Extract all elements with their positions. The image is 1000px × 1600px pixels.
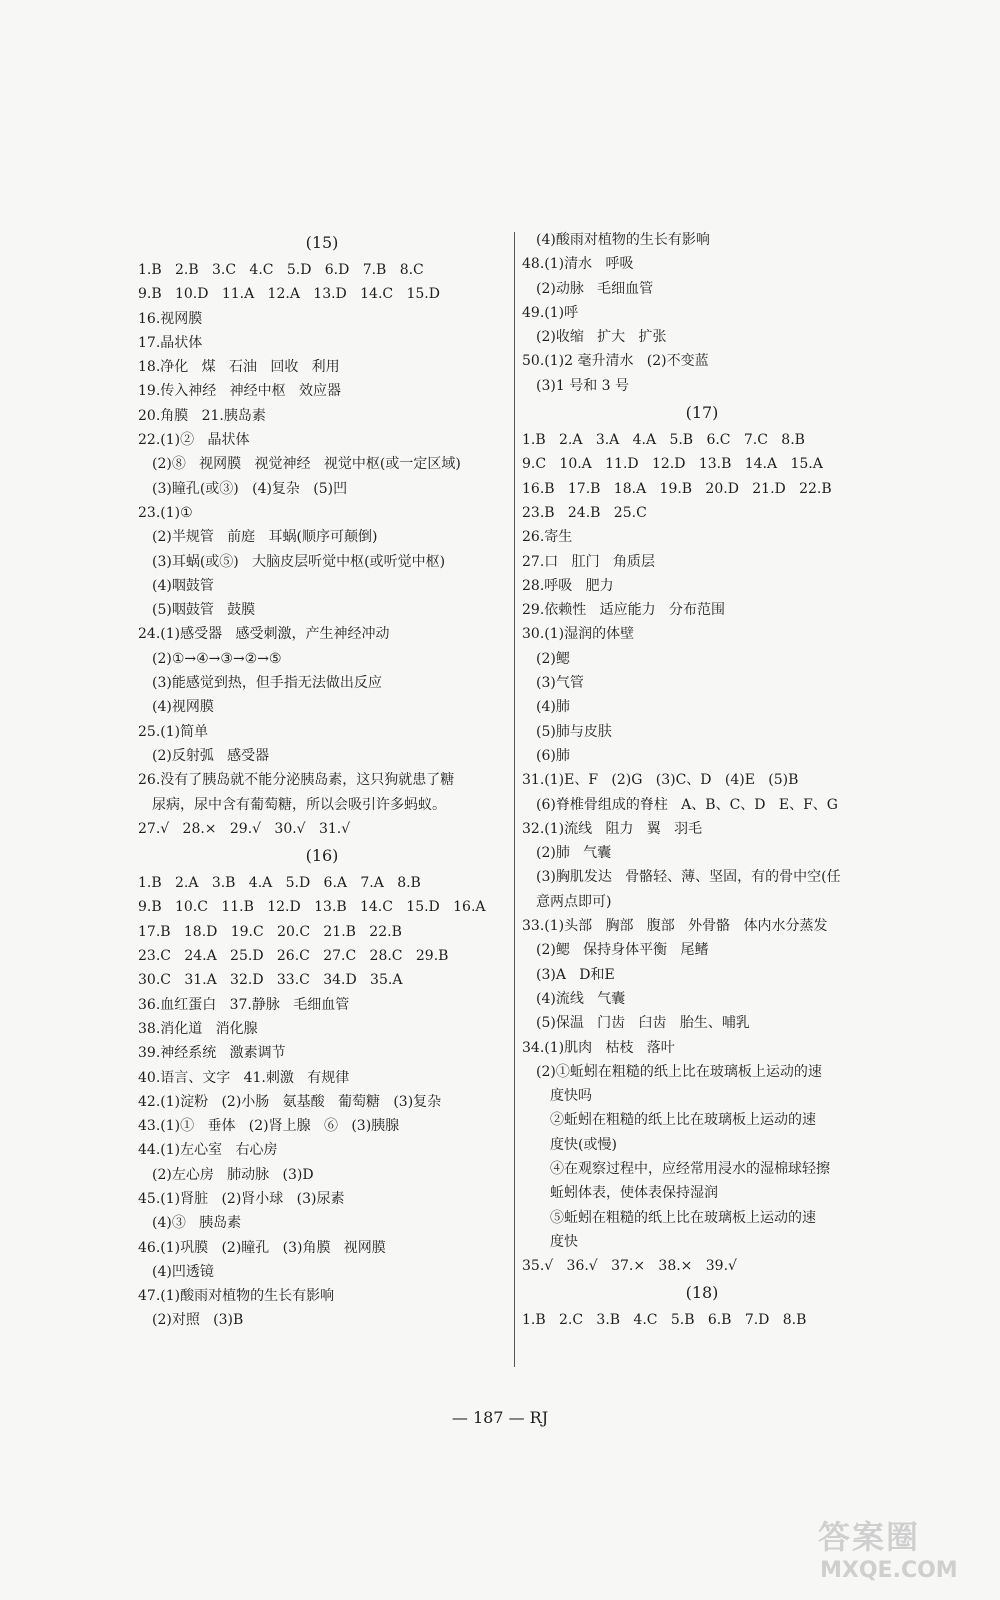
answer-line: 50.(1)2 毫升清水 (2)不变蓝 <box>522 353 709 370</box>
answer-line: 40.语言、文字 41.刺激 有规律 <box>138 1069 350 1086</box>
answer-line: (2)反射弧 感受器 <box>152 747 270 764</box>
answer-line: 34.(1)肌肉 枯枝 落叶 <box>522 1039 675 1056</box>
watermark <box>814 1512 982 1592</box>
section-heading: (18) <box>685 1283 719 1303</box>
answer-line: (2)半规管 前庭 耳蜗(顺序可颠倒) <box>152 529 378 546</box>
answer-line: 20.角膜 21.胰岛素 <box>138 407 266 424</box>
answer-line: 1.B 2.B 3.C 4.C 5.D 6.D 7.B 8.C <box>138 262 424 278</box>
answer-line: 9.C 10.A 11.D 12.D 13.B 14.A 15.A <box>522 456 823 473</box>
answer-line: 44.(1)左心室 右心房 <box>138 1142 278 1159</box>
answer-line: 46.(1)巩膜 (2)瞳孔 (3)角膜 视网膜 <box>138 1239 386 1256</box>
answer-line: (2)左心房 肺动脉 (3)D <box>152 1166 314 1183</box>
watermark-logo: 答案圈 <box>818 1518 921 1556</box>
answer-line: (2)鳃 保持身体平衡 尾鳍 <box>536 942 709 959</box>
answer-line: (2)肺 气囊 <box>536 845 612 862</box>
answer-line: (6)脊椎骨组成的脊柱 A、B、C、D E、F、G <box>536 796 838 813</box>
answer-line: (4)咽鼓管 <box>152 577 214 594</box>
answer-line: 度快 <box>550 1233 578 1250</box>
answer-line: (3)瞳孔(或③) (4)复杂 (5)凹 <box>152 480 348 497</box>
answer-line: (2)收缩 扩大 扩张 <box>536 329 667 346</box>
answer-line: (4)酸雨对植物的生长有影响 <box>536 232 710 248</box>
answer-line: (5)保温 门齿 臼齿 胎生、哺乳 <box>536 1015 750 1032</box>
answer-line: 1.B 2.C 3.B 4.C 5.B 6.B 7.D 8.B <box>522 1312 807 1329</box>
answer-line: 45.(1)肾脏 (2)肾小球 (3)尿素 <box>138 1190 345 1207</box>
answer-line: 27.口 肛门 角质层 <box>522 553 655 570</box>
answer-line: 25.(1)简单 <box>138 723 209 740</box>
answer-line: 尿病，尿中含有葡萄糖，所以会吸引许多蚂蚁。 <box>152 796 446 813</box>
watermark-url: MXQE.COM <box>820 1558 958 1583</box>
answer-line: 28.呼吸 肥力 <box>522 577 614 594</box>
answer-line: 17.晶状体 <box>138 334 203 351</box>
answer-line: 18.净化 煤 石油 回收 利用 <box>138 359 340 376</box>
answer-line: 27.√ 28.× 29.√ 30.√ 31.√ <box>138 820 351 837</box>
answer-line: 蚯蚓体表，使体表保持湿润 <box>550 1185 718 1202</box>
answer-line: ⑤蚯蚓在粗糙的纸上比在玻璃板上运动的速 <box>550 1209 816 1226</box>
answer-line: 9.B 10.D 11.A 12.A 13.D 14.C 15.D <box>138 286 440 303</box>
answer-line: 16.B 17.B 18.A 19.B 20.D 21.D 22.B <box>522 480 832 497</box>
answer-line: 39.神经系统 激素调节 <box>138 1045 286 1062</box>
answer-line: (3)1 号和 3 号 <box>536 377 629 394</box>
answer-line: (3)耳蜗(或⑤) 大脑皮层听觉中枢(或听觉中枢) <box>152 553 446 570</box>
answer-line: (4)凹透镜 <box>152 1263 214 1280</box>
right-column <box>522 228 882 1333</box>
answer-line: 43.(1)① 垂体 (2)肾上腺 ⑥ (3)胰腺 <box>138 1118 400 1135</box>
answer-line: (3)气管 <box>536 675 584 692</box>
answer-line: 36.血红蛋白 37.静脉 毛细血管 <box>138 996 350 1013</box>
answer-line: 49.(1)呼 <box>522 304 579 321</box>
column-divider <box>514 232 515 1367</box>
answer-line: (2)鳃 <box>536 650 570 667</box>
answer-line: 1.B 2.A 3.B 4.A 5.D 6.A 7.A 8.B <box>138 875 421 892</box>
left-column <box>138 228 506 1333</box>
answer-line: 33.(1)头部 胸部 腹部 外骨骼 体内水分蒸发 <box>522 918 828 935</box>
section-heading: (15) <box>305 233 339 252</box>
answer-line: 30.(1)湿润的体壁 <box>522 626 635 643</box>
answer-line: (3)能感觉到热，但手指无法做出反应 <box>152 675 382 692</box>
answer-line: ②蚯蚓在粗糙的纸上比在玻璃板上运动的速 <box>550 1112 816 1129</box>
answer-line: (2)①蚯蚓在粗糙的纸上比在玻璃板上运动的速 <box>536 1063 822 1080</box>
answer-line: 42.(1)淀粉 (2)小肠 氨基酸 葡萄糖 (3)复杂 <box>138 1093 442 1110</box>
answer-line: 30.C 31.A 32.D 33.C 34.D 35.A <box>138 972 403 989</box>
answer-line: (3)A D和E <box>536 966 615 983</box>
page-footer: — 187 — RJ <box>451 1408 549 1427</box>
answer-line: 1.B 2.A 3.A 4.A 5.B 6.C 7.C 8.B <box>522 432 805 449</box>
answer-line: (4)流线 气囊 <box>536 990 626 1007</box>
answer-line: ④在观察过程中，应经常用浸水的湿棉球轻擦 <box>550 1160 830 1177</box>
answer-line: 23.B 24.B 25.C <box>522 504 647 521</box>
answer-line: 35.√ 36.√ 37.× 38.× 39.√ <box>522 1258 737 1275</box>
answer-line: 47.(1)酸雨对植物的生长有影响 <box>138 1288 335 1305</box>
answer-line: (5)咽鼓管 鼓膜 <box>152 602 256 619</box>
answer-line: 度快(或慢) <box>550 1136 617 1153</box>
answer-line: (4)视网膜 <box>152 699 214 716</box>
answer-line: (5)肺与皮肤 <box>536 723 612 740</box>
answer-line: (4)③ 胰岛素 <box>152 1215 242 1232</box>
answer-line: (2)动脉 毛细血管 <box>536 280 654 297</box>
answer-line: (6)肺 <box>536 747 570 764</box>
answer-line: 32.(1)流线 阻力 翼 羽毛 <box>522 820 703 837</box>
answer-line: (3)胸肌发达 骨骼轻、薄、坚固，有的骨中空(任 <box>536 869 841 886</box>
answer-line: 19.传入神经 神经中枢 效应器 <box>138 383 341 400</box>
answer-line: (4)肺 <box>536 699 570 716</box>
answer-line: 17.B 18.D 19.C 20.C 21.B 22.B <box>138 923 402 940</box>
answer-line: 26.没有了胰岛就不能分泌胰岛素，这只狗就患了糖 <box>138 772 455 789</box>
answer-line: (2)①→④→③→②→⑤ <box>152 650 282 667</box>
answer-line: 48.(1)清水 呼吸 <box>522 256 634 273</box>
answer-line: 31.(1)E、F (2)G (3)C、D (4)E (5)B <box>522 772 799 789</box>
answer-line: 23.C 24.A 25.D 26.C 27.C 28.C 29.B <box>138 948 449 965</box>
answer-line: 22.(1)② 晶状体 <box>138 432 250 449</box>
answer-line: 9.B 10.C 11.B 12.D 13.B 14.C 15.D 16.A <box>138 899 486 916</box>
answer-line: 意两点即可) <box>536 893 612 910</box>
section-heading: (16) <box>305 846 339 866</box>
section-heading: (17) <box>685 403 719 423</box>
answer-line: (2)⑧ 视网膜 视觉神经 视觉中枢(或一定区域) <box>152 456 461 473</box>
answer-line: 29.依赖性 适应能力 分布范围 <box>522 602 725 619</box>
answer-line: 26.寄生 <box>522 529 573 546</box>
answer-line: 24.(1)感受器 感受刺激，产生神经冲动 <box>138 626 390 643</box>
answer-line: 度快吗 <box>550 1088 592 1105</box>
answer-line: 16.视网膜 <box>138 310 203 327</box>
answer-line: (2)对照 (3)B <box>152 1312 244 1329</box>
answer-line: 23.(1)① <box>138 504 193 521</box>
answer-line: 38.消化道 消化腺 <box>138 1020 258 1037</box>
